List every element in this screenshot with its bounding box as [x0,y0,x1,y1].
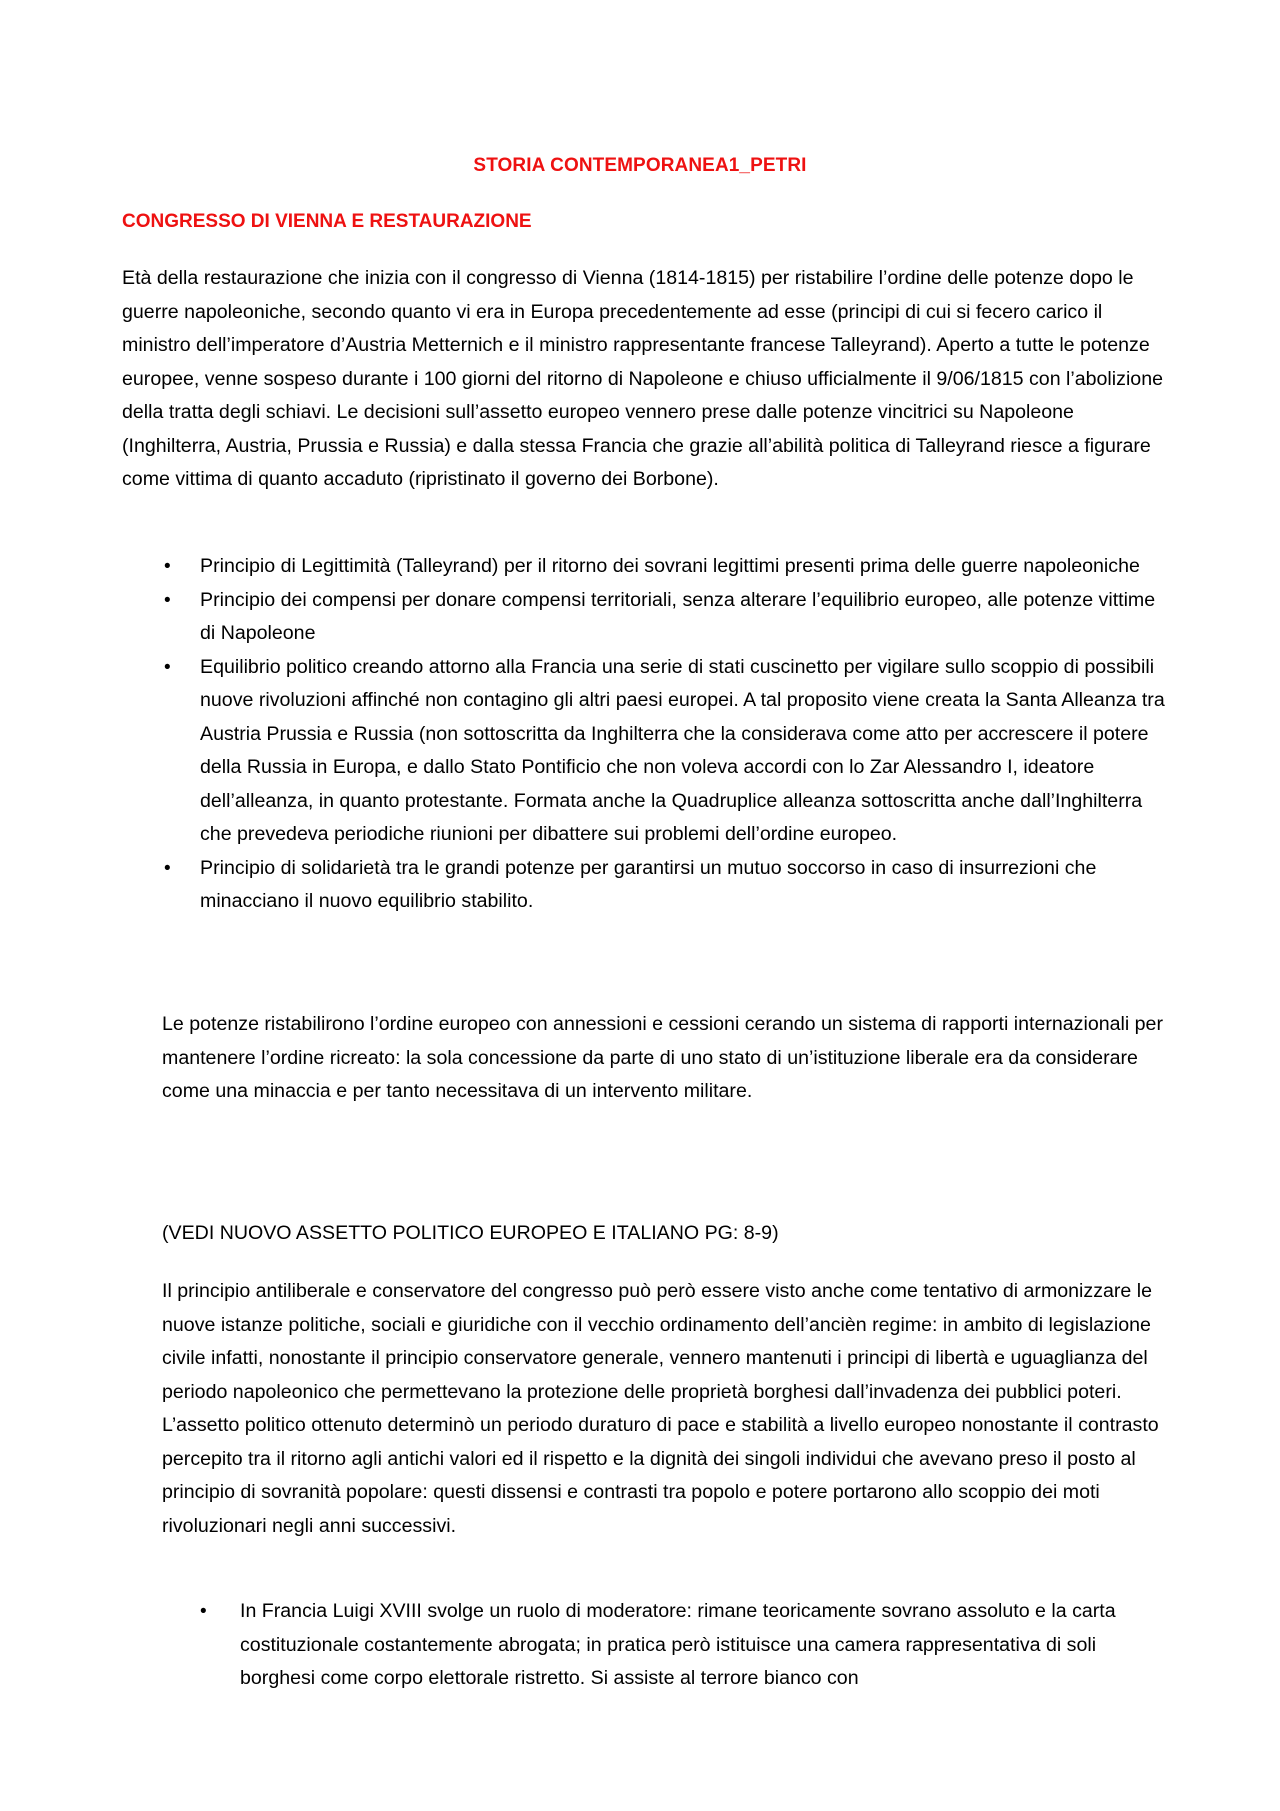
list-item [162,1595,1174,1696]
list-item [122,584,1172,651]
bullet-icon: • [164,589,171,611]
intro-paragraph: Età della restaurazione che inizia con il congresso di Vienna (1814-1815) per ristabilire l’ordine delle potenze dopo le guerre napoleoniche, secondo quanto vi era in Europa precedentemente ad esse (principi di cui si fecero carico il ministro dell’imperatore d’Austria Metternich e il ministro rappresentante francese Talleyrand). Aperto a tutte le potenze europee, venne sospeso durante i 100 giorni del ritorno di Napoleone e chiuso ufficialmente il 9/06/1815 con l’abolizione della tratta degli schiavi. Le decisioni sull’assetto europeo vennero prese dalle potenze vincitrici su Napoleone (Inghilterra, Austria, Prussia e Russia) e dalla stessa Francia che grazie all’abilità politica di Talleyrand riesce a figurare come vittima di quanto accaduto (ripristinato il governo dei Borbone). [122,267,1163,490]
section-title: CONGRESSO DI VIENNA E RESTAURAZIONE [122,211,532,232]
bullet-icon: • [164,656,171,678]
list-item-text: Principio di solidarietà tra le grandi potenze per garantirsi un mutuo soccorso in caso di insurrezioni che minacciano il nuovo equilibrio stabilito. [200,856,1097,912]
bullet-icon: • [164,556,171,577]
bullet-icon: • [164,857,171,879]
reference-note: (VEDI NUOVO ASSETTO POLITICO EUROPEO E ITALIANO PG: 8-9) [162,1222,779,1244]
paragraph-2: Le potenze ristabilirono l’ordine europeo con annessioni e cessioni cerando un sistema di rapporti internazionali per mantenere l’ordine ricreato: la sola concessione da parte di uno stato di un’istituzione liberale era da considerare come una minaccia e per tanto necessitava di un intervento militare. [162,1013,1163,1102]
list-item-text: Principio di Legittimità (Talleyrand) per il ritorno dei sovrani legittimi presenti prima delle guerre napoleoniche [200,555,1140,577]
principles-list [122,550,1172,919]
list-item-text: In Francia Luigi XVIII svolge un ruolo di moderatore: rimane teoricamente sovrano assoluto e la carta costituzionale costantemente abrogata; in pratica però istituisce una camera rappresentativa di soli borghesi come corpo elettorale ristretto. Si assiste al terrore bianco con [240,1600,1116,1689]
bullet-icon: • [200,1601,207,1622]
countries-list [162,1595,1174,1696]
list-item [122,852,1172,919]
list-item-text: Principio dei compensi per donare compensi territoriali, senza alterare l’equilibrio europeo, alle potenze vittime di Napoleone [200,588,1156,644]
document-title: STORIA CONTEMPORANEA1_PETRI [473,155,807,176]
list-item [122,651,1172,852]
list-item [122,550,1172,584]
paragraph-3: Il principio antiliberale e conservatore del congresso può però essere visto anche come tentativo di armonizzare le nuove istanze politiche, sociali e giuridiche con il vecchio ordinamento dell’ancièn regime: in ambito di legislazione civile infatti, nonostante il principio conservatore generale, vennero mantenuti i principi di libertà e uguaglianza del periodo napoleonico che permettevano la protezione delle proprietà borghesi dall’invadenza dei pubblici poteri. L’assetto politico ottenuto determinò un periodo duraturo di pace e stabilità a livello europeo nonostante il contrasto percepito tra il ritorno agli antichi valori ed il rispetto e la dignità dei singoli individui che avevano preso il posto al principio di sovranità popolare: questi dissensi e contrasti tra popolo e potere portarono allo scoppio dei moti rivoluzionari negli anni successivi. [162,1280,1159,1537]
list-item-text: Equilibrio politico creando attorno alla Francia una serie di stati cuscinetto per vigilare sullo scoppio di possibili nuove rivoluzioni affinché non contagino gli altri paesi europei. A tal proposito viene creata la Santa Alleanza tra Austria Prussia e Russia (non sottoscritta da Inghilterra che la considerava come atto per accrescere il potere della Russia in Europa, e dallo Stato Pontificio che non voleva accordi con lo Zar Alessandro I, ideatore dell’alleanza, in quanto protestante. Formata anche la Quadruplice alleanza sottoscritta anche dall’Inghilterra che prevedeva periodiche riunioni per dibattere sui problemi dell’ordine europeo. [200,655,1165,845]
